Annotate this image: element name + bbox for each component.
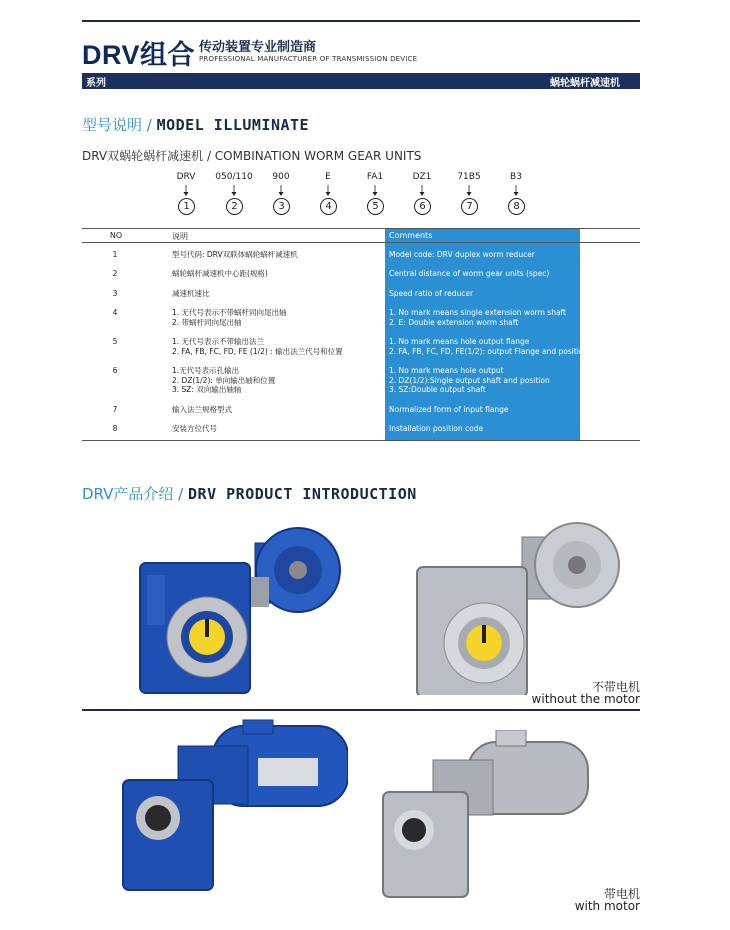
row-no: 6 bbox=[112, 366, 118, 375]
header-desc: 说明 bbox=[172, 232, 188, 241]
position-number: 8 bbox=[508, 198, 525, 215]
series-product: 蜗轮蜗杆减速机 bbox=[550, 78, 620, 89]
row-no: 5 bbox=[112, 337, 118, 346]
blue-gearbox-image bbox=[135, 515, 345, 695]
row-no: 2 bbox=[112, 269, 118, 278]
row-desc: 蜗轮蜗杆减速机中心距(规格) bbox=[172, 269, 268, 278]
row-desc: 1. 无代号表示不带输出法兰 2. FA, FB, FC, FD, FE (1/2) : 输出法兰代号和位置 bbox=[172, 337, 343, 356]
row-comment: Speed ratio of reducer bbox=[389, 289, 474, 298]
header-no: NO bbox=[109, 231, 123, 240]
model-code: 050/110 bbox=[215, 172, 253, 182]
row-comment: 1. No mark means hole output 2. DZ(1/2):Single output shaft and position 3. SZ:Double output shaft bbox=[389, 366, 550, 394]
row-desc: 1. 无代号表示不带蜗杆同向尾出轴 2. 带蜗杆同向尾出轴 bbox=[172, 308, 287, 327]
model-code: FA1 bbox=[366, 172, 384, 182]
model-title-cn: 型号说明 / bbox=[82, 116, 157, 134]
row-no: 3 bbox=[112, 289, 118, 298]
row-comment: Normalized form of input flange bbox=[389, 405, 509, 414]
table-rule bbox=[82, 228, 640, 229]
model-title-en: MODEL ILLUMINATE bbox=[156, 116, 310, 134]
model-code: B3 bbox=[510, 172, 522, 182]
caption-with-motor-cn: 带电机 bbox=[603, 887, 640, 901]
down-arrow-icon bbox=[229, 185, 239, 197]
section-divider bbox=[82, 709, 640, 711]
model-table bbox=[82, 228, 640, 441]
row-desc: 输入法兰规格型式 bbox=[172, 405, 232, 414]
row-no: 1 bbox=[112, 250, 118, 259]
row-desc: 型号代码: DRV双联体蜗轮蜗杆减速机 bbox=[172, 250, 298, 259]
model-section-title bbox=[82, 114, 309, 135]
row-desc: 1.无代号表示孔输出 2. DZ(1/2): 单向输出轴和位置 3. SZ: 双向输出轴轴 bbox=[172, 366, 276, 394]
caption-without-motor-en: without the motor bbox=[531, 692, 640, 706]
model-code: DRV bbox=[176, 172, 196, 182]
down-arrow-icon bbox=[276, 185, 286, 197]
series-label: 系列 bbox=[86, 78, 106, 89]
model-code: 71B5 bbox=[457, 172, 481, 182]
down-arrow-icon bbox=[370, 185, 380, 197]
down-arrow-icon bbox=[181, 185, 191, 197]
silver-gearbox-motor-image bbox=[378, 730, 593, 900]
top-rule bbox=[82, 20, 640, 22]
row-desc: 安装方位代号 bbox=[172, 424, 217, 433]
caption-with-motor-en: with motor bbox=[574, 899, 640, 913]
model-code: DZ1 bbox=[412, 172, 432, 182]
brand-title: DRV组合 bbox=[82, 40, 196, 70]
row-desc: 减速机速比 bbox=[172, 289, 210, 298]
model-code: E bbox=[325, 172, 331, 182]
position-number: 3 bbox=[273, 198, 290, 215]
model-code: 900 bbox=[272, 172, 290, 182]
position-number: 6 bbox=[414, 198, 431, 215]
row-comment: Installation position code bbox=[389, 424, 484, 433]
position-number: 1 bbox=[178, 198, 195, 215]
silver-gearbox-image bbox=[412, 515, 622, 695]
position-number: 4 bbox=[320, 198, 337, 215]
table-rule bbox=[82, 242, 640, 243]
table-rule bbox=[82, 440, 640, 441]
row-comment: Model code: DRV duplex worm reducer bbox=[389, 250, 535, 259]
row-comment: 1. No mark means hole output flange 2. FA, FB, FC, FD, FE(1/2): output Flange and position bbox=[389, 337, 589, 356]
position-number: 7 bbox=[461, 198, 478, 215]
row-comment: 1. No mark means single extension worm shaft 2. E: Double extension worm shaft bbox=[389, 308, 567, 327]
row-no: 7 bbox=[112, 405, 118, 414]
intro-title-en: DRV PRODUCT INTRODUCTION bbox=[188, 485, 417, 503]
down-arrow-icon bbox=[417, 185, 427, 197]
down-arrow-icon bbox=[323, 185, 333, 197]
intro-section-title bbox=[82, 483, 417, 504]
down-arrow-icon bbox=[511, 185, 521, 197]
row-comment: Central distance of worm gear units (spec) bbox=[389, 269, 550, 278]
row-no: 4 bbox=[112, 308, 118, 317]
model-subtitle: DRV双蜗轮蜗杆减速机 / COMBINATION WORM GEAR UNITS bbox=[82, 149, 422, 163]
tagline-cn: 传动装置专业制造商 bbox=[199, 40, 317, 55]
position-number: 2 bbox=[226, 198, 243, 215]
series-bar bbox=[82, 73, 640, 89]
position-number: 5 bbox=[367, 198, 384, 215]
down-arrow-icon bbox=[464, 185, 474, 197]
header-comments: Comments bbox=[389, 231, 433, 240]
blue-gearbox-motor-image bbox=[118, 718, 348, 903]
row-no: 8 bbox=[112, 424, 118, 433]
intro-title-cn: DRV产品介绍 / bbox=[82, 485, 189, 503]
tagline-en: PROFESSIONAL MANUFACTURER OF TRANSMISSION DEVICE bbox=[199, 55, 418, 63]
caption-without-motor-cn: 不带电机 bbox=[591, 680, 640, 694]
